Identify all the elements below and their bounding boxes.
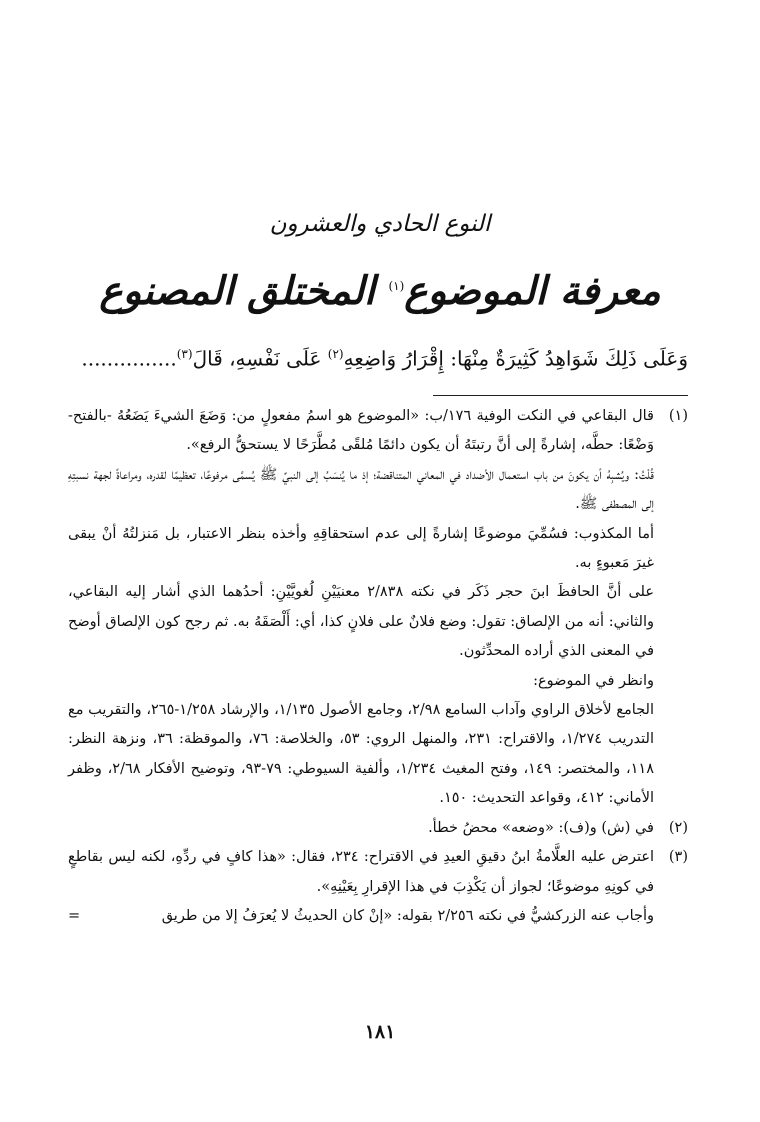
footnote-paragraph: قال البقاعي في النكت الوفية ١٧٦/ب: «الموضوع هو اسمُ مفعولٍ من: وَضَعَ الشيءَ يَضَعُهُ -بالفتح- وَضْعًا: حطَّه، إشارةً إلى أنَّ رتبتَهُ أن يكون دائمًا مُلقًى مُطَّرَحًا لا يستحقُّ الرفع». [68, 408, 654, 454]
chapter-title [0, 258, 760, 319]
footnote-1 [68, 402, 688, 814]
footnote-ref-1: (١) [388, 279, 405, 293]
footnote-paragraph: وانظر في الموضوع: [533, 672, 654, 689]
footnote-body [68, 814, 654, 843]
chapter-title-part2: المختلق المصنوع [99, 268, 375, 314]
footnote-continued-line [68, 902, 654, 931]
footnote-paragraph: قُلْتُ: ويُشبِهُ أن يكونَ من باب استعمال الأضداد في المعاني المتناقضة؛ إذ ما يُنسَبُ إلى النبيِّ ﷺ يُسمَّى مرفوعًا، تعظيمًا لقدره، ومراعاةً لجهة نسبتِهِ إلى المصطفى ﷺ. [68, 466, 654, 513]
verse-part2: عَلَى نَفْسِهِ، قَالَ [192, 346, 322, 371]
footnote-paragraph: الجامع لأخلاق الراوي وآداب السامع ٢/٩٨، وجامع الأصول ١/١٣٥، والإرشاد ١/٢٥٨-٢٦٥، والتقريب مع التدريب ١/٢٧٤، والاقتراح: ٢٣١، والمنهل الروي: ٥٣، والخلاصة: ٧٦، والموقظة: ٣٦، ونزهة النظر: ١١٨، والمختصر: ١٤٩، وفتح المغيث ١/٢٣٤، وألفية السيوطي: ٧٩-٩٣، وتوضيح الأفكار ٢/٦٨، وظفر الأماني: ٤١٢، وقواعد التحديث: ١٥٠. [68, 702, 655, 807]
footnote-body [68, 843, 654, 931]
main-verse [68, 334, 688, 379]
verse-ellipsis: ............... [81, 346, 177, 371]
footnote-paragraph: أما المكذوب: فسُمِّيَ موضوعًا إشارةً إلى عدم استحقاقِهِ وأخذه بنظر الاعتبار، بل مَنزلتُهُ أنْ يبقى غيرَ مَعبوءٍ به. [68, 525, 654, 572]
footnote-number: (١) [668, 408, 688, 424]
footnotes [68, 402, 688, 931]
continuation-mark: = [68, 907, 81, 924]
footnote-divider [433, 395, 688, 396]
footnote-number: (٢) [668, 819, 688, 836]
footnote-3 [68, 843, 688, 931]
footnote-paragraph: وأجاب عنه الزركشيُّ في نكته ٢/٢٥٦ بقوله: «إنْ كان الحديثُ لا يُعرَفُ إلا من طريق [161, 907, 654, 924]
footnote-body [68, 402, 654, 814]
footnote-ref-2: (٢) [327, 347, 344, 361]
chapter-label: النوع الحادي والعشرون [269, 211, 491, 237]
page-number: ١٨١ [364, 1021, 396, 1043]
footnote-paragraph: اعترض عليه العلَّامةُ ابنُ دقيقِ العيدِ في الاقتراح: ٢٣٤، فقال: «هذا كافٍ في ردِّهِ، لكنه ليس بقاطعٍ في كونِهِ موضوعًا؛ لجواز أن يَكْذِبَ في هذا الإقرارِ بِعَيْنِهِ». [68, 849, 654, 895]
footnote-ref-3: (٣) [176, 347, 193, 361]
footnote-paragraph: على أنَّ الحافظَ ابنَ حجر ذَكَر في نكته ٢/٨٣٨ معنيَيْنِ لُغويَّيْنِ: أحدُهما الذي أشار إليه البقاعي، والثاني: أنه من الإلصاق: تقول: وضع فلانٌ على فلانٍ كذا، أي: أَلْصَقَهُ به. ثم رجح كون الإلصاق أوضح في المعنى الذي أراده المحدِّثون. [68, 584, 654, 660]
footnote-number: (٣) [668, 849, 688, 866]
verse-part1: وَعَلَى ذَلِكَ شَوَاهِدُ كَثِيرَةٌ مِنْهَا: إِقْرَارُ وَاضِعِهِ [343, 346, 688, 371]
footnote-paragraph: في (ش) و(ف): «وضعه» محضُ خطأ. [428, 819, 654, 836]
footnote-2 [68, 814, 688, 843]
chapter-title-part1: معرفة الموضوع [404, 268, 661, 314]
